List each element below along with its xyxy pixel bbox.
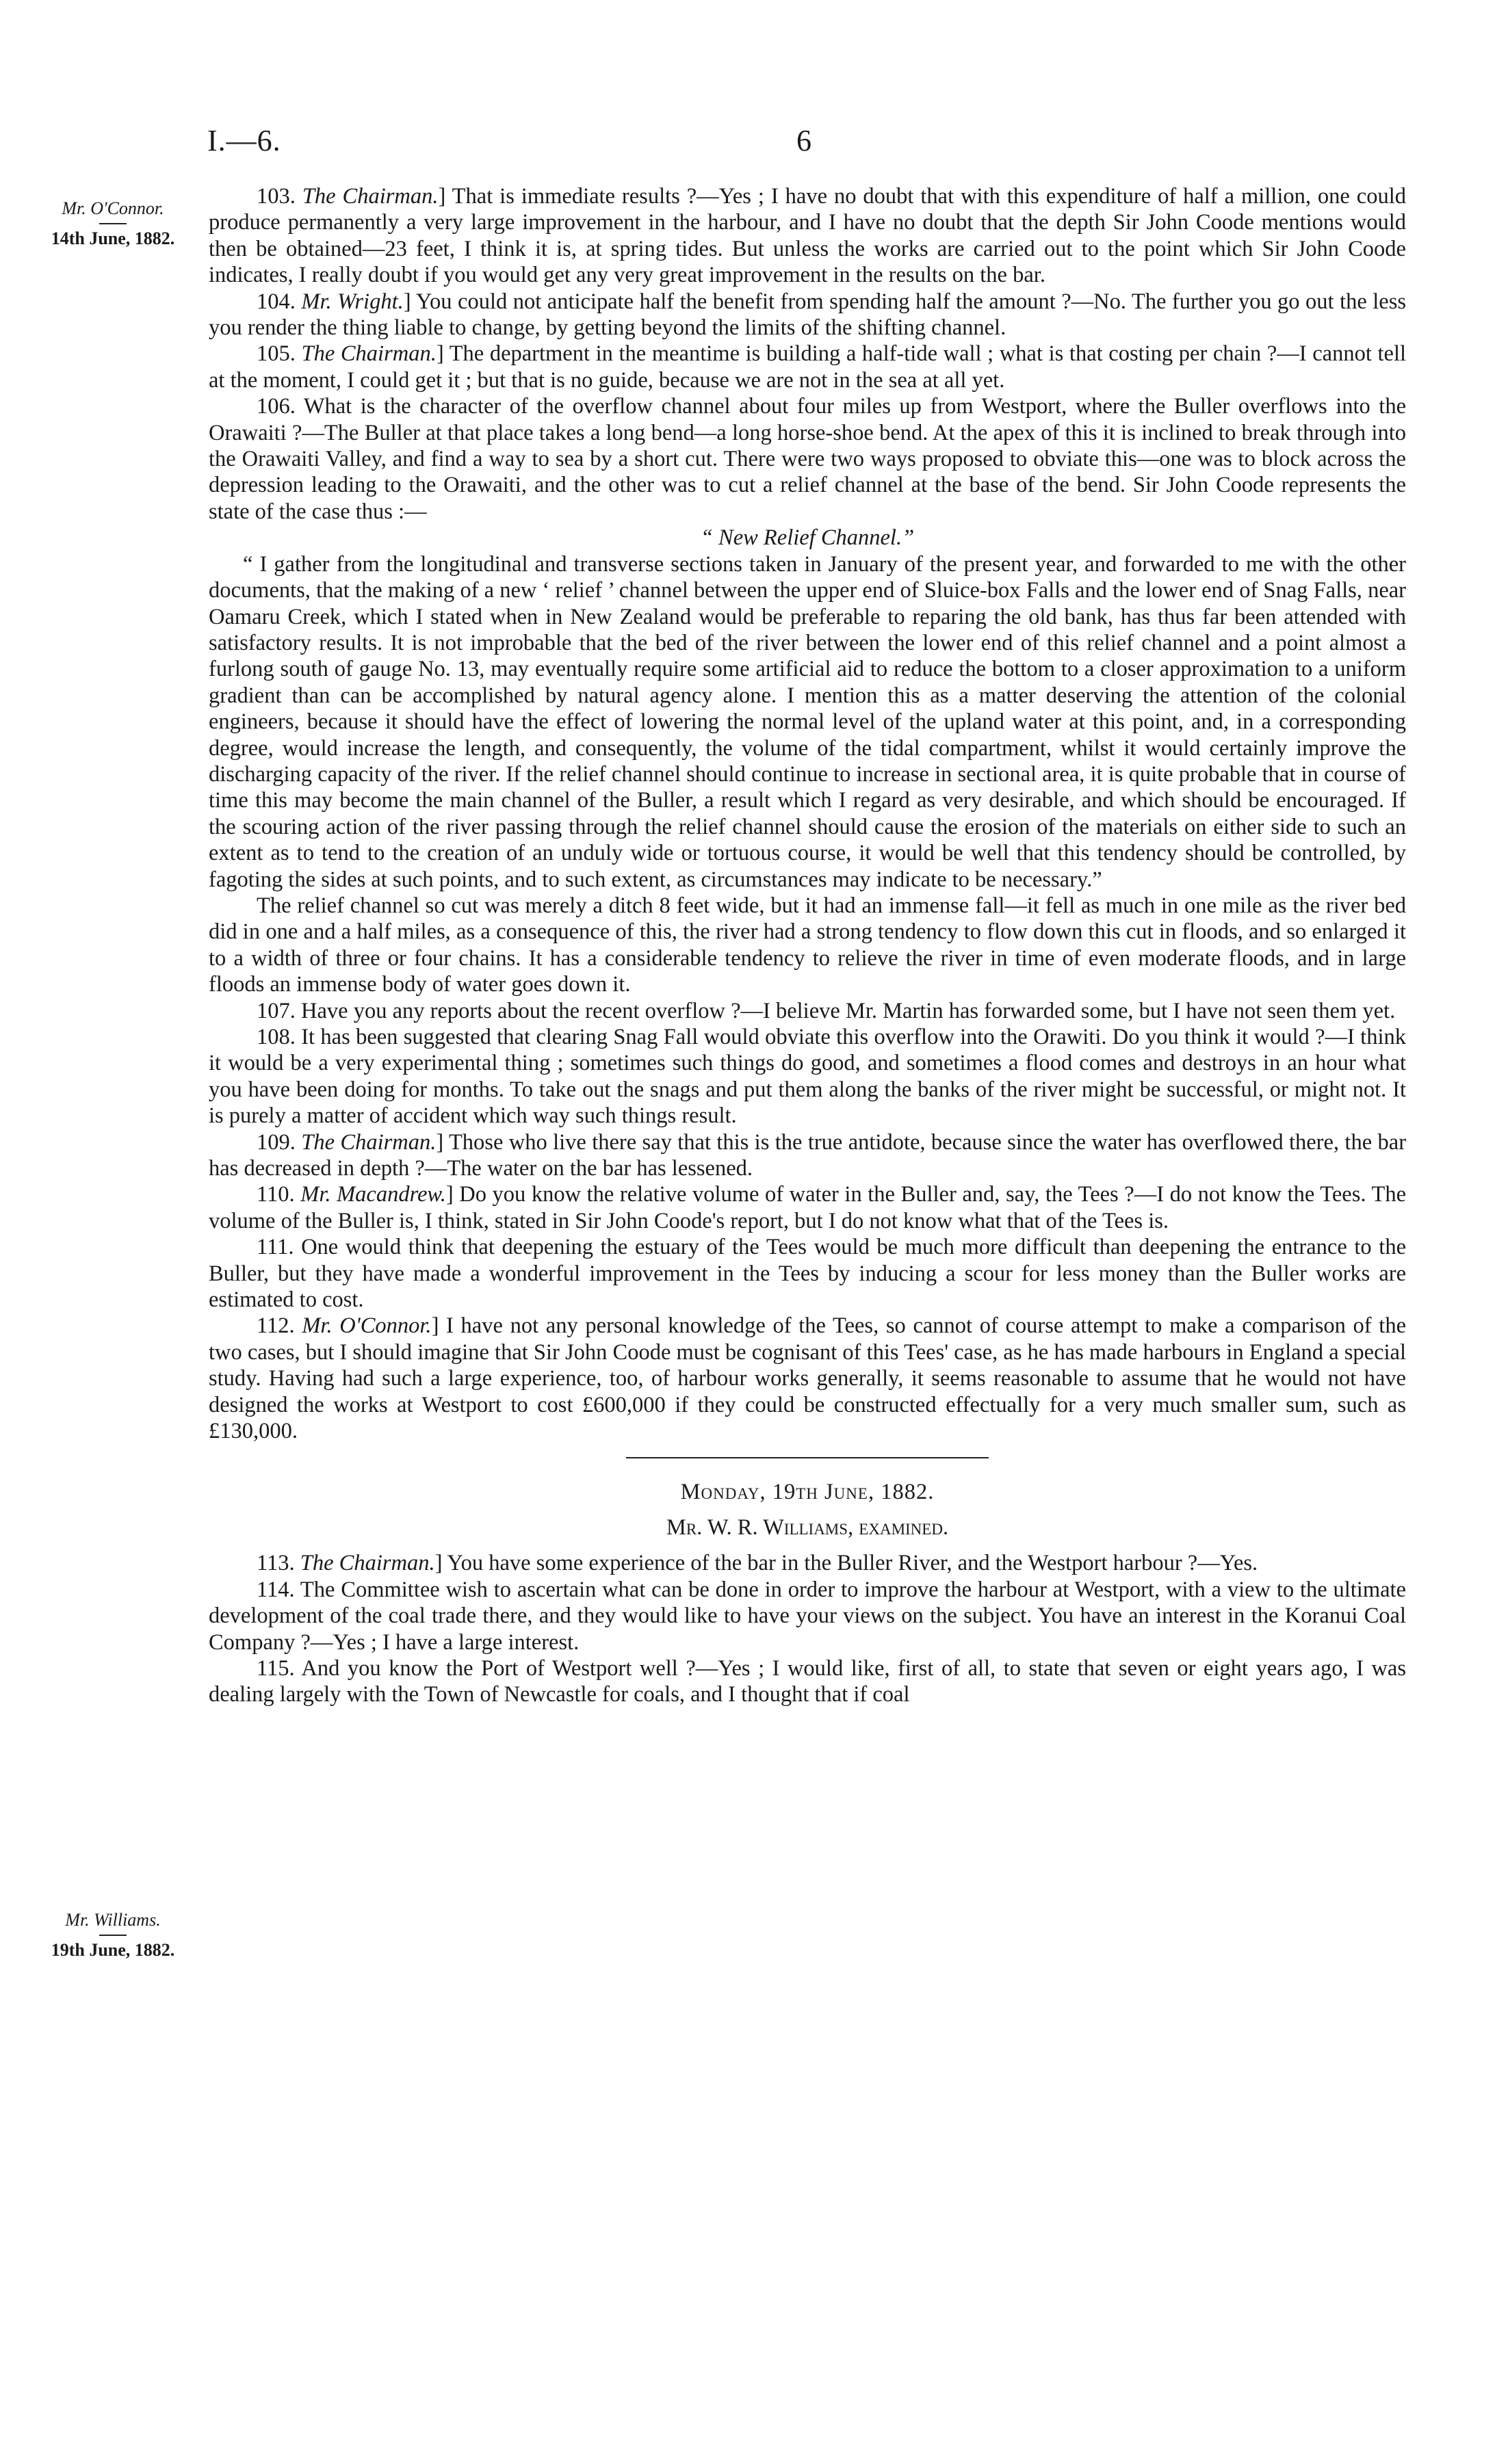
paragraph-109: 109. The Chairman.] Those who live there say that this is the true antidote, because since the water has overflowed there, the bar has decreased in depth ?—The water on the bar has lessened.	[209, 1129, 1407, 1181]
speaker: The Chairman.	[301, 1129, 437, 1155]
paragraph-106: 106. What is the character of the overflow channel about four miles up from Westport, where the Buller overflows into the Orawaiti ?—The Buller at that place takes a long bend—a long horse-shoe bend. At the apex of this it is inclined to break through into the Orawaiti Valley, and find a way to sea by a short cut. There were two ways proposed to obviate this—one was to block across the depression leading to the Orawaiti, and the other was to cut a relief channel at the base of the bend. Sir John Coode represents the state of the case thus :—	[209, 394, 1406, 524]
speaker: The Chairman.	[301, 341, 437, 367]
speaker: Mr. O'Connor.	[302, 1313, 432, 1339]
section-divider	[626, 1457, 989, 1458]
margin-witness-name: Mr. Williams.	[65, 1910, 161, 1930]
margin-date: 14th June, 1882.	[51, 228, 175, 248]
margin-rule	[99, 1935, 127, 1936]
margin-note-oconnor	[27, 197, 198, 250]
paragraph-108: 108. It has been suggested that clearing Snag Fall would obviate this overflow into the Orawiti. Do you think it would ?—I think it would be a very experimental thing ; sometimes such things do good, and sometimes a flood comes and destroys in an hour what you have been doing for months. To take out the snags and put them along the banks of the river might be successful, or might not. It is purely a matter of accident which way such things result.	[209, 1025, 1406, 1129]
margin-date: 19th June, 1882.	[51, 1940, 175, 1960]
speaker: Mr. Wright.	[301, 289, 404, 314]
paragraph-113: 113. The Chairman.] You have some experience of the bar in the Buller River, and the Westport harbour ?—Yes.	[257, 1551, 1258, 1576]
paragraph-114: 114. The Committee wish to ascertain what can be done in order to improve the harbour at Westport, with a view to the ultimate development of the coal trade there, and they would like to have your views on the subject. You have an interest in the Koranui Coal Company ?—Yes ; I have a large interest.	[209, 1577, 1406, 1655]
speaker: The Chairman.	[302, 184, 439, 209]
paragraph-115: 115. And you know the Port of Westport well ?—Yes ; I would like, first of all, to state that seven or eight years ago, I was dealing largely with the Town of Newcastle for coals, and I thought that if coal	[209, 1655, 1406, 1707]
paragraph-107: 107. Have you any reports about the recent overflow ?—I believe Mr. Martin has forwarded some, but I have not seen them yet.	[257, 998, 1396, 1023]
witness-examined-heading: Mr. W. R. Williams, examined.	[666, 1515, 949, 1540]
paragraph-relief-channel: The relief channel so cut was merely a ditch 8 feet wide, but it had an immense fall—it fell as much in one mile as the river bed did in one and a half miles, as a consequence of this, the river had a strong tendency to flow down this cut in floods, and so enlarged it to a width of three or four chains. It has a considerable tendency to relieve the river in time of even moderate floods, and in large floods an immense body of water goes down it.	[209, 893, 1406, 997]
paragraph-104: 104. Mr. Wright.] You could not anticipate half the benefit from spending half the amount ?—No. The further you go out the less you render the thing liable to change, by getting beyond the limits of the shifting channel.	[209, 289, 1407, 341]
margin-witness-name: Mr. O'Connor.	[62, 198, 164, 218]
paragraph-112: 112. Mr. O'Connor.] I have not any personal knowledge of the Tees, so cannot of course attempt to make a comparison of the two cases, but I should imagine that Sir John Coode must be cognisant of this Tees' case, as he has made harbours in England a special study. Having had such a large experience, too, of harbour works generally, it seems reasonable to assume that he would not have designed the works at Westport to cost £600,000 if they could be constructed effectually for a very much smaller sum, such as £130,000.	[209, 1313, 1407, 1444]
quote-text: “ I gather from the longitudinal and transverse sections taken in January of the present year, and forwarded to me with the other documents, that the making of a new ‘ relief ’ channel between the upper end of Sluice-box Falls and the lower end of Snag Falls, near Oamaru Creek, which I stated when in New Zealand would be preferable to reparing the old bank, has thus far been attended with satisfactory results. It is not improbable that the bed of the river between the lower end of this relief channel and a point almost a furlong south of gauge No. 13, may eventually require some artificial aid to reduce the bottom to a closer approximation to a uniform gradient than can be accomplished by natural agency alone. I mention this as a matter deserving the attention of the colonial engineers, because it should have the effect of lowering the normal level of the upland water at this point, and, in a corresponding degree, would increase the length, and consequently, the volume of the tidal compartment, whilst it would certainly improve the discharging capacity of the river. If the relief channel should continue to increase in sectional area, it is quite probable that in course of time this may become the main channel of the Buller, a result which I regard as very desirable, and which should be encouraged. If the scouring action of the river passing through the relief channel should cause the erosion of the materials on either side to such an extent as to tend to the creation of an unduly wide or tortuous course, it would be well that this tendency should be controlled, by fagoting the sides at such points, and to such extent, as circumstances may indicate to be necessary.”	[209, 551, 1406, 892]
quote-title: “ New Relief Channel.”	[700, 525, 915, 551]
margin-note-williams	[27, 1909, 198, 1962]
page-number: 6	[796, 124, 811, 157]
speaker: Mr. Macandrew.	[300, 1182, 446, 1207]
speaker: The Chairman.	[300, 1551, 435, 1576]
paragraph-111: 111. One would think that deepening the estuary of the Tees would be much more difficult than deepening the entrance to the Buller, but they have made a wonderful improvement in the Tees by inducing a scour for less money than the Buller works are estimated to cost.	[209, 1235, 1406, 1313]
quote-block	[209, 551, 1406, 893]
paragraph-103: 103. The Chairman.] That is immediate results ?—Yes ; I have no doubt that with this expenditure of half a million, one could produce permanently a very large improvement in the harbour, and I have no doubt that the depth Sir John Coode mentions would then be obtained—23 feet, I think it is, at spring tides. But unless the works are carried out to the point which Sir John Coode indicates, I really doubt if you would get any very great improvement in the results on the bar.	[209, 184, 1407, 288]
paragraph-105: 105. The Chairman.] The department in the meantime is building a half-tide wall ; what is that costing per chain ?—I cannot tell at the moment, I could get it ; but that is no guide, because we are not in the sea at all yet.	[209, 341, 1407, 393]
paragraph-110: 110. Mr. Macandrew.] Do you know the relative volume of water in the Buller and, say, the Tees ?—I do not know the Tees. The volume of the Buller is, I think, stated in Sir John Coode's report, but I do not know what that of the Tees is.	[209, 1182, 1406, 1233]
sitting-date-heading: Monday, 19th June, 1882.	[680, 1479, 935, 1504]
evidence-body	[209, 183, 1406, 1708]
margin-rule	[99, 223, 127, 224]
report-reference: I.—6.	[207, 124, 281, 157]
